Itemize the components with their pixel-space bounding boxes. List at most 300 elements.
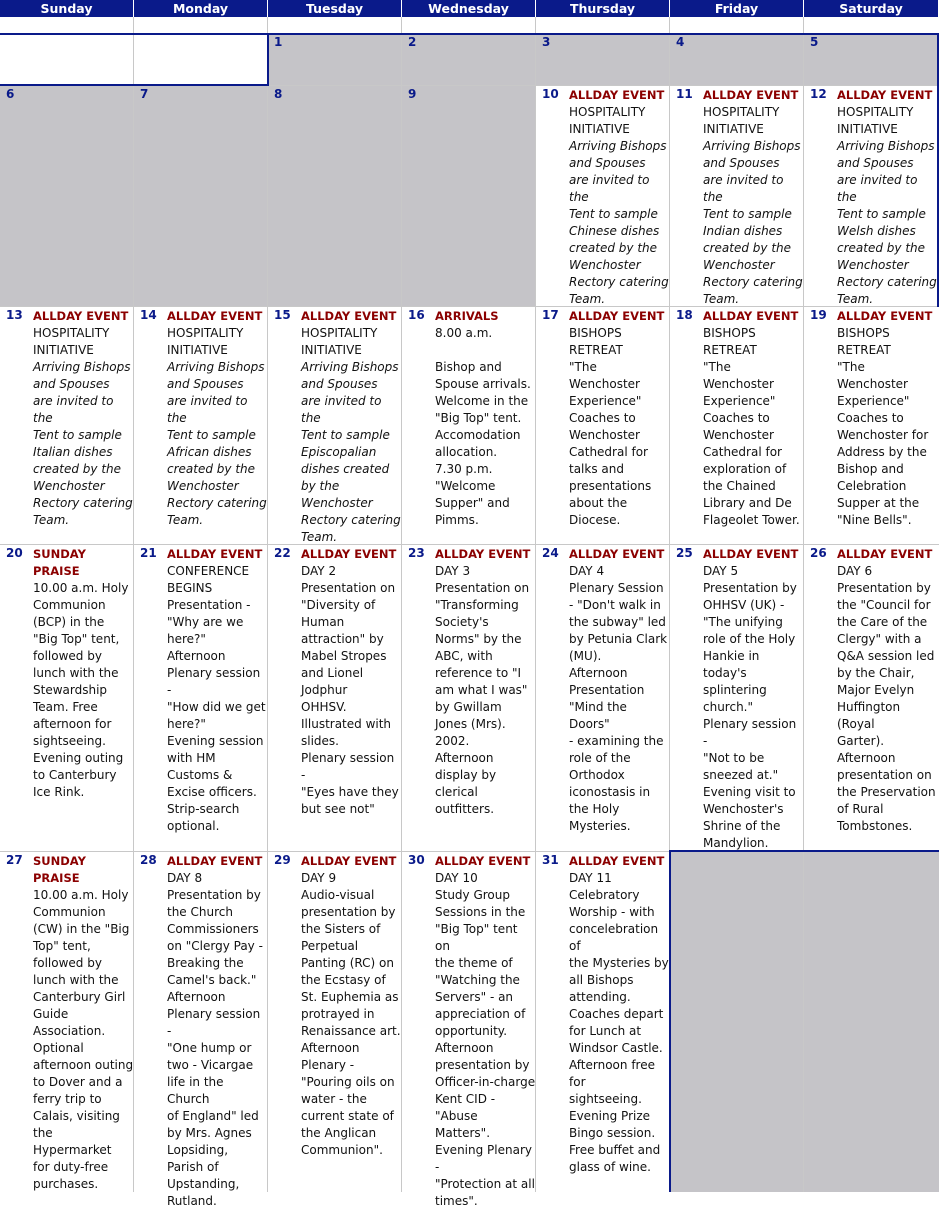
day-number: 14 (140, 308, 157, 322)
day-number: 12 (810, 87, 827, 101)
column-divider (803, 17, 804, 1192)
column-divider (535, 17, 536, 1192)
day-number: 3 (542, 35, 551, 49)
event-text-line: DAY 11 (569, 871, 612, 885)
event-text-line: Kent CID - (435, 1092, 496, 1106)
event-text-line: Evening Plenary - (435, 1143, 532, 1174)
event-content (301, 853, 402, 1159)
day-cell[interactable] (402, 86, 536, 307)
event-text-line: by the Chair, (837, 666, 915, 680)
event-text-line: Guide (33, 1007, 69, 1021)
event-description-line: and Spouses (33, 377, 110, 391)
day-cell[interactable] (804, 545, 939, 852)
row-divider (0, 306, 939, 307)
event-text-line: Afternoon (301, 1041, 360, 1055)
event-text-line: Diocese. (569, 513, 621, 527)
event-content (435, 853, 536, 1210)
event-category: ALLDAY EVENT (837, 547, 933, 561)
event-description-line: Indian dishes (703, 224, 783, 238)
day-cell[interactable] (134, 86, 268, 307)
event-text-line: Calais, visiting (33, 1109, 120, 1123)
event-text-line: Experience" (837, 394, 910, 408)
event-text-line: Perpetual (301, 939, 359, 953)
day-cell[interactable] (268, 307, 402, 545)
event-text-line: display by (435, 768, 497, 782)
day-number: 4 (676, 35, 685, 49)
event-text-line: Free buffet and (569, 1143, 661, 1157)
event-text-line: the "Council for (837, 598, 931, 612)
event-text-line (435, 342, 536, 359)
event-content (569, 308, 670, 529)
event-description-line: Wenchoster (301, 496, 373, 510)
day-number: 9 (408, 87, 417, 101)
day-number: 19 (810, 308, 827, 322)
event-text-line: Flageolet Tower. (703, 513, 800, 527)
day-cell[interactable] (0, 34, 134, 86)
event-text-line: Afternoon free for (569, 1058, 655, 1089)
day-number: 2 (408, 35, 417, 49)
event-content (837, 546, 939, 835)
day-number: 7 (140, 87, 149, 101)
event-description-line: Wenchoster (837, 258, 909, 272)
event-description-line: Tent to sample (837, 207, 926, 221)
event-text-line: INITIATIVE (837, 122, 898, 136)
event-text-line: Team. Free (33, 700, 98, 714)
event-text-line: OHHSV. (301, 700, 347, 714)
event-description-line: Arriving Bishops (569, 139, 667, 153)
event-description-line: are invited to the (301, 394, 382, 425)
event-text-line: "Not to be (703, 751, 765, 765)
event-text-line: Upstanding, (167, 1177, 240, 1191)
event-text-line: Jones (Mrs). (435, 717, 506, 731)
event-text-line: presentation by (435, 1058, 530, 1072)
day-cell[interactable] (536, 86, 670, 307)
event-text-line: 10.00 a.m. Holy (33, 888, 129, 902)
day-cell[interactable] (536, 34, 670, 86)
event-text-line: Presentation by (837, 581, 931, 595)
event-text-line: Presentation by (167, 888, 261, 902)
event-text-line: Bishop and (435, 360, 502, 374)
event-text-line: Clergy" with a (837, 632, 922, 646)
event-text-line: but see not" (301, 802, 375, 816)
event-text-line: Strip-search (167, 802, 240, 816)
event-content (703, 546, 804, 852)
day-number: 24 (542, 546, 559, 560)
event-text-line: Afternoon (167, 990, 226, 1004)
event-description-line: Italian dishes (33, 445, 113, 459)
event-text-line: Association. (33, 1024, 106, 1038)
event-text-line: splintering (703, 683, 767, 697)
event-text-line: Orthodox (569, 768, 625, 782)
day-number: 25 (676, 546, 693, 560)
event-text-line: Plenary session - (301, 751, 395, 782)
event-description-line: are invited to the (167, 394, 248, 425)
event-text-line: the Hypermarket (33, 1126, 112, 1157)
event-text-line: Panting (RC) on (301, 956, 394, 970)
event-text-line: DAY 3 (435, 564, 471, 578)
event-text-line: Mysteries. (569, 819, 631, 833)
event-text-line: to Dover and a (33, 1075, 123, 1089)
day-cell[interactable] (0, 307, 134, 545)
event-description-line: Rectory catering (703, 275, 803, 289)
event-description-line: and Spouses (569, 156, 646, 170)
weekday-tuesday: Tuesday (268, 0, 402, 17)
day-cell[interactable] (670, 307, 804, 545)
day-cell[interactable] (268, 34, 402, 86)
event-text-line: Renaissance art. (301, 1024, 401, 1038)
event-content (301, 308, 402, 546)
event-text-line: Sessions in the (435, 905, 526, 919)
event-description-line: Rectory catering (33, 496, 133, 510)
day-cell[interactable] (134, 852, 268, 1208)
event-text-line: Servers" - an (435, 990, 514, 1004)
event-text-line: Plenary session - (703, 717, 797, 748)
event-text-line: BISHOPS (569, 326, 622, 340)
event-text-line: Communion (33, 905, 106, 919)
event-text-line: Welcome in the (435, 394, 529, 408)
event-text-line: Garter). (837, 734, 885, 748)
event-category: ALLDAY EVENT (703, 309, 799, 323)
event-category: ALLDAY EVENT (301, 854, 397, 868)
event-content (435, 308, 536, 529)
event-description-line: Arriving Bishops (33, 360, 131, 374)
event-text-line: Study Group (435, 888, 510, 902)
event-description-line: Team. (703, 292, 740, 306)
event-description-line: Tent to sample (569, 207, 658, 221)
event-text-line: Cathedral for (703, 445, 782, 459)
event-text-line: Communion (33, 598, 106, 612)
event-text-line: Norms" by the (435, 632, 522, 646)
event-text-line: Afternoon (167, 649, 226, 663)
event-text-line: Major Evelyn (837, 683, 915, 697)
event-text-line: Presentation by (703, 581, 797, 595)
day-cell[interactable] (536, 545, 670, 852)
event-text-line: "Big Top" tent. (435, 411, 522, 425)
day-cell[interactable] (134, 545, 268, 852)
day-cell[interactable] (402, 34, 536, 86)
event-description-line: Tent to sample (703, 207, 792, 221)
event-text-line: reference to "I (435, 666, 522, 680)
event-text-line: glass of wine. (569, 1160, 651, 1174)
event-category: ALLDAY EVENT (569, 309, 665, 323)
event-text-line: Library and De (703, 496, 792, 510)
event-text-line: times". (435, 1194, 478, 1208)
event-content (703, 308, 804, 529)
event-text-line: RETREAT (569, 343, 623, 357)
event-text-line: concelebration of (569, 922, 659, 953)
event-text-line: by Mrs. Agnes (167, 1126, 252, 1140)
day-number: 5 (810, 35, 819, 49)
event-text-line: "Pouring oils on (301, 1075, 395, 1089)
event-text-line: Evening visit to (703, 785, 796, 799)
event-text-line: Coaches to (569, 411, 636, 425)
event-text-line: sightseeing. (33, 734, 106, 748)
event-text-line: 7.30 p.m. (435, 462, 493, 476)
event-description-line: Wenchoster (167, 479, 239, 493)
event-text-line: Illustrated with (301, 717, 392, 731)
event-text-line: Rutland. (167, 1194, 217, 1208)
event-description-line: created by the (33, 462, 122, 476)
event-text-line: two - Vicargae (167, 1058, 254, 1072)
event-text-line: INITIATIVE (703, 122, 764, 136)
event-text-line: Optional (33, 1041, 84, 1055)
event-text-line: Wenchoster (703, 377, 774, 391)
day-number: 20 (6, 546, 23, 560)
event-content (569, 546, 670, 835)
event-text-line: the Chained (703, 479, 776, 493)
event-description-line: Team. (167, 513, 204, 527)
event-text-line: the Ecstasy of (301, 973, 386, 987)
event-text-line: today's (703, 666, 747, 680)
event-text-line: Celebration (837, 479, 907, 493)
day-cell[interactable] (670, 545, 804, 852)
event-text-line: HOSPITALITY (301, 326, 378, 340)
event-text-line: afternoon for (33, 717, 112, 731)
event-description-line: are invited to the (837, 173, 918, 204)
event-text-line: 10.00 a.m. Holy (33, 581, 129, 595)
day-cell[interactable] (134, 307, 268, 545)
event-text-line: "The (569, 360, 597, 374)
event-text-line: Address by the (837, 445, 927, 459)
event-text-line: (MU). (569, 649, 602, 663)
event-text-line: lunch with the (33, 973, 119, 987)
event-category: ALLDAY EVENT (837, 88, 933, 102)
event-text-line: purchases. (33, 1177, 99, 1191)
event-text-line: "The (837, 360, 865, 374)
event-text-line: on "Clergy Pay - (167, 939, 263, 953)
event-text-line: Customs & (167, 768, 233, 782)
event-text-line: water - the (301, 1092, 367, 1106)
event-text-line: Pimms. (435, 513, 479, 527)
event-category: ALLDAY EVENT (435, 547, 531, 561)
event-text-line: Audio-visual (301, 888, 375, 902)
event-text-line: Wenchoster (569, 377, 640, 391)
event-text-line: role of the Holy (703, 632, 796, 646)
event-text-line: slides. (301, 734, 339, 748)
column-divider (133, 17, 134, 1192)
event-content (167, 546, 268, 835)
event-text-line: presentations (569, 479, 652, 493)
event-content (569, 87, 670, 308)
event-text-line: protrayed in (301, 1007, 375, 1021)
day-cell[interactable] (670, 852, 804, 1192)
day-cell[interactable] (268, 852, 402, 1192)
event-description-line: Tent to sample (167, 428, 256, 442)
event-text-line: for duty-free (33, 1160, 109, 1174)
day-cell[interactable] (536, 307, 670, 545)
day-number: 29 (274, 853, 291, 867)
event-text-line: Bingo session. (569, 1126, 656, 1140)
event-category: ALLDAY EVENT (703, 547, 799, 561)
event-text-line: 8.00 a.m. (435, 326, 493, 340)
event-text-line: Stewardship (33, 683, 108, 697)
weekday-wednesday: Wednesday (402, 0, 536, 17)
month-boundary-line (0, 33, 939, 35)
weekday-monday: Monday (134, 0, 268, 17)
event-text-line: DAY 9 (301, 871, 337, 885)
event-text-line: (CW) in the "Big (33, 922, 130, 936)
day-cell[interactable] (536, 852, 670, 1192)
event-description-line: Team. (33, 513, 70, 527)
event-category: SUNDAY PRAISE (33, 547, 86, 578)
event-text-line: Presentation (569, 683, 645, 697)
event-text-line: to Canterbury (33, 768, 117, 782)
weekday-friday: Friday (670, 0, 804, 17)
event-description-line: Arriving Bishops (837, 139, 935, 153)
event-text-line: HOSPITALITY (703, 105, 780, 119)
event-category: ALLDAY EVENT (167, 547, 263, 561)
day-cell[interactable] (804, 86, 939, 307)
event-text-line: Worship - with (569, 905, 655, 919)
event-text-line: St. Euphemia as (301, 990, 399, 1004)
event-category: ALLDAY EVENT (301, 547, 397, 561)
event-content (301, 546, 402, 818)
event-text-line: Presentation - (167, 598, 251, 612)
event-text-line: "Nine Bells". (837, 513, 912, 527)
event-category: ALLDAY EVENT (301, 309, 397, 323)
event-text-line: Mandylion. (703, 836, 769, 850)
event-text-line: Evening outing (33, 751, 124, 765)
day-number: 11 (676, 87, 693, 101)
event-text-line: Wenchoster's (703, 802, 784, 816)
event-description-line: Arriving Bishops (703, 139, 801, 153)
event-text-line: OHHSV (UK) - (703, 598, 785, 612)
event-text-line: the Care of the (837, 615, 928, 629)
event-text-line: DAY 10 (435, 871, 478, 885)
day-cell[interactable] (0, 852, 134, 1192)
event-text-line: opportunity. (435, 1024, 508, 1038)
event-text-line: optional. (167, 819, 220, 833)
event-text-line: the Church (167, 905, 233, 919)
weekday-header (0, 0, 939, 17)
day-cell[interactable] (0, 86, 134, 307)
event-text-line: INITIATIVE (569, 122, 630, 136)
event-text-line: Experience" (569, 394, 642, 408)
event-text-line: of England" led (167, 1109, 259, 1123)
event-text-line: Hankie in (703, 649, 760, 663)
day-number: 22 (274, 546, 291, 560)
day-cell[interactable] (402, 307, 536, 545)
event-text-line: the Preservation (837, 785, 936, 799)
event-text-line: Lopsiding, (167, 1143, 229, 1157)
event-description-line: Episcopalian (301, 445, 377, 459)
event-text-line: Supper" and (435, 496, 510, 510)
event-content (435, 546, 536, 818)
event-text-line: Plenary - (301, 1058, 355, 1072)
event-text-line: church." (703, 700, 754, 714)
event-description-line: Wenchoster (33, 479, 105, 493)
column-divider (267, 17, 268, 1192)
event-text-line: Jodphur (301, 683, 348, 697)
weekday-saturday: Saturday (804, 0, 939, 17)
event-text-line: "Mind the Doors" (569, 700, 627, 731)
event-text-line: Human (301, 615, 345, 629)
event-text-line: Top" tent, (33, 939, 91, 953)
event-text-line: the subway" led (569, 615, 666, 629)
event-text-line: Huffington (Royal (837, 700, 901, 731)
day-cell[interactable] (268, 86, 402, 307)
day-number: 30 (408, 853, 425, 867)
event-content (33, 308, 134, 529)
event-text-line: afternoon outing (33, 1058, 134, 1072)
day-cell[interactable] (402, 852, 536, 1208)
day-cell[interactable] (804, 34, 939, 86)
event-text-line: talks and (569, 462, 624, 476)
event-text-line: Afternoon (837, 751, 896, 765)
event-description-line: created by the (569, 241, 658, 255)
event-text-line: Wenchoster for (837, 428, 929, 442)
event-description-line: dishes created (301, 462, 390, 476)
day-number: 27 (6, 853, 23, 867)
day-cell[interactable] (804, 307, 939, 545)
month-boundary-line (0, 84, 268, 86)
event-text-line: all Bishops (569, 973, 634, 987)
event-text-line: Experience" (703, 394, 776, 408)
event-text-line: "Eyes have they (301, 785, 399, 799)
event-text-line: "Big Top" tent, (33, 632, 120, 646)
event-text-line: Mabel Stropes (301, 649, 387, 663)
event-description-line: Team. (569, 292, 606, 306)
day-cell[interactable] (0, 545, 134, 852)
event-text-line: presentation by (301, 905, 396, 919)
event-text-line: by Gwillam (435, 700, 502, 714)
event-text-line: Commissioners (167, 922, 259, 936)
event-category: ALLDAY EVENT (33, 309, 129, 323)
event-text-line: "Watching the (435, 973, 520, 987)
day-cell[interactable] (134, 34, 268, 86)
event-content (33, 853, 134, 1193)
event-text-line: attraction" by (301, 632, 384, 646)
month-boundary-line (669, 850, 671, 1192)
event-text-line: INITIATIVE (301, 343, 362, 357)
event-description-line: are invited to the (33, 394, 114, 425)
event-description-line: and Spouses (837, 156, 914, 170)
event-description-line: Rectory catering (837, 275, 937, 289)
event-text-line: Officer-in-charge (435, 1075, 536, 1089)
event-text-line: Coaches depart (569, 1007, 664, 1021)
weekday-sunday: Sunday (0, 0, 134, 17)
event-category: ALLDAY EVENT (569, 854, 665, 868)
day-cell[interactable] (402, 545, 536, 852)
day-cell[interactable] (670, 34, 804, 86)
event-description-line: Team. (837, 292, 874, 306)
day-cell[interactable] (268, 545, 402, 852)
event-text-line: Wenchoster (569, 428, 640, 442)
event-text-line: HOSPITALITY (33, 326, 110, 340)
day-number: 8 (274, 87, 283, 101)
event-text-line: Tombstones. (837, 819, 913, 833)
event-text-line: "Welcome (435, 479, 496, 493)
day-number: 21 (140, 546, 157, 560)
event-description-line: Rectory catering (569, 275, 669, 289)
event-text-line: Spouse arrivals. (435, 377, 531, 391)
event-text-line: of Rural (837, 802, 884, 816)
event-text-line: "One hump or (167, 1041, 252, 1055)
day-number: 15 (274, 308, 291, 322)
event-text-line: for Lunch at (569, 1024, 642, 1038)
event-description-line: Welsh dishes (837, 224, 916, 238)
event-category: ALLDAY EVENT (167, 309, 263, 323)
event-description-line: and Spouses (167, 377, 244, 391)
event-text-line: here?" (167, 717, 206, 731)
event-text-line: Afternoon (435, 751, 494, 765)
day-cell[interactable] (804, 852, 939, 1192)
event-category: SUNDAY PRAISE (33, 854, 86, 885)
day-cell[interactable] (670, 86, 804, 307)
event-text-line: Matters". (435, 1126, 491, 1140)
event-text-line: "The unifying (703, 615, 783, 629)
event-text-line: the theme of (435, 956, 513, 970)
